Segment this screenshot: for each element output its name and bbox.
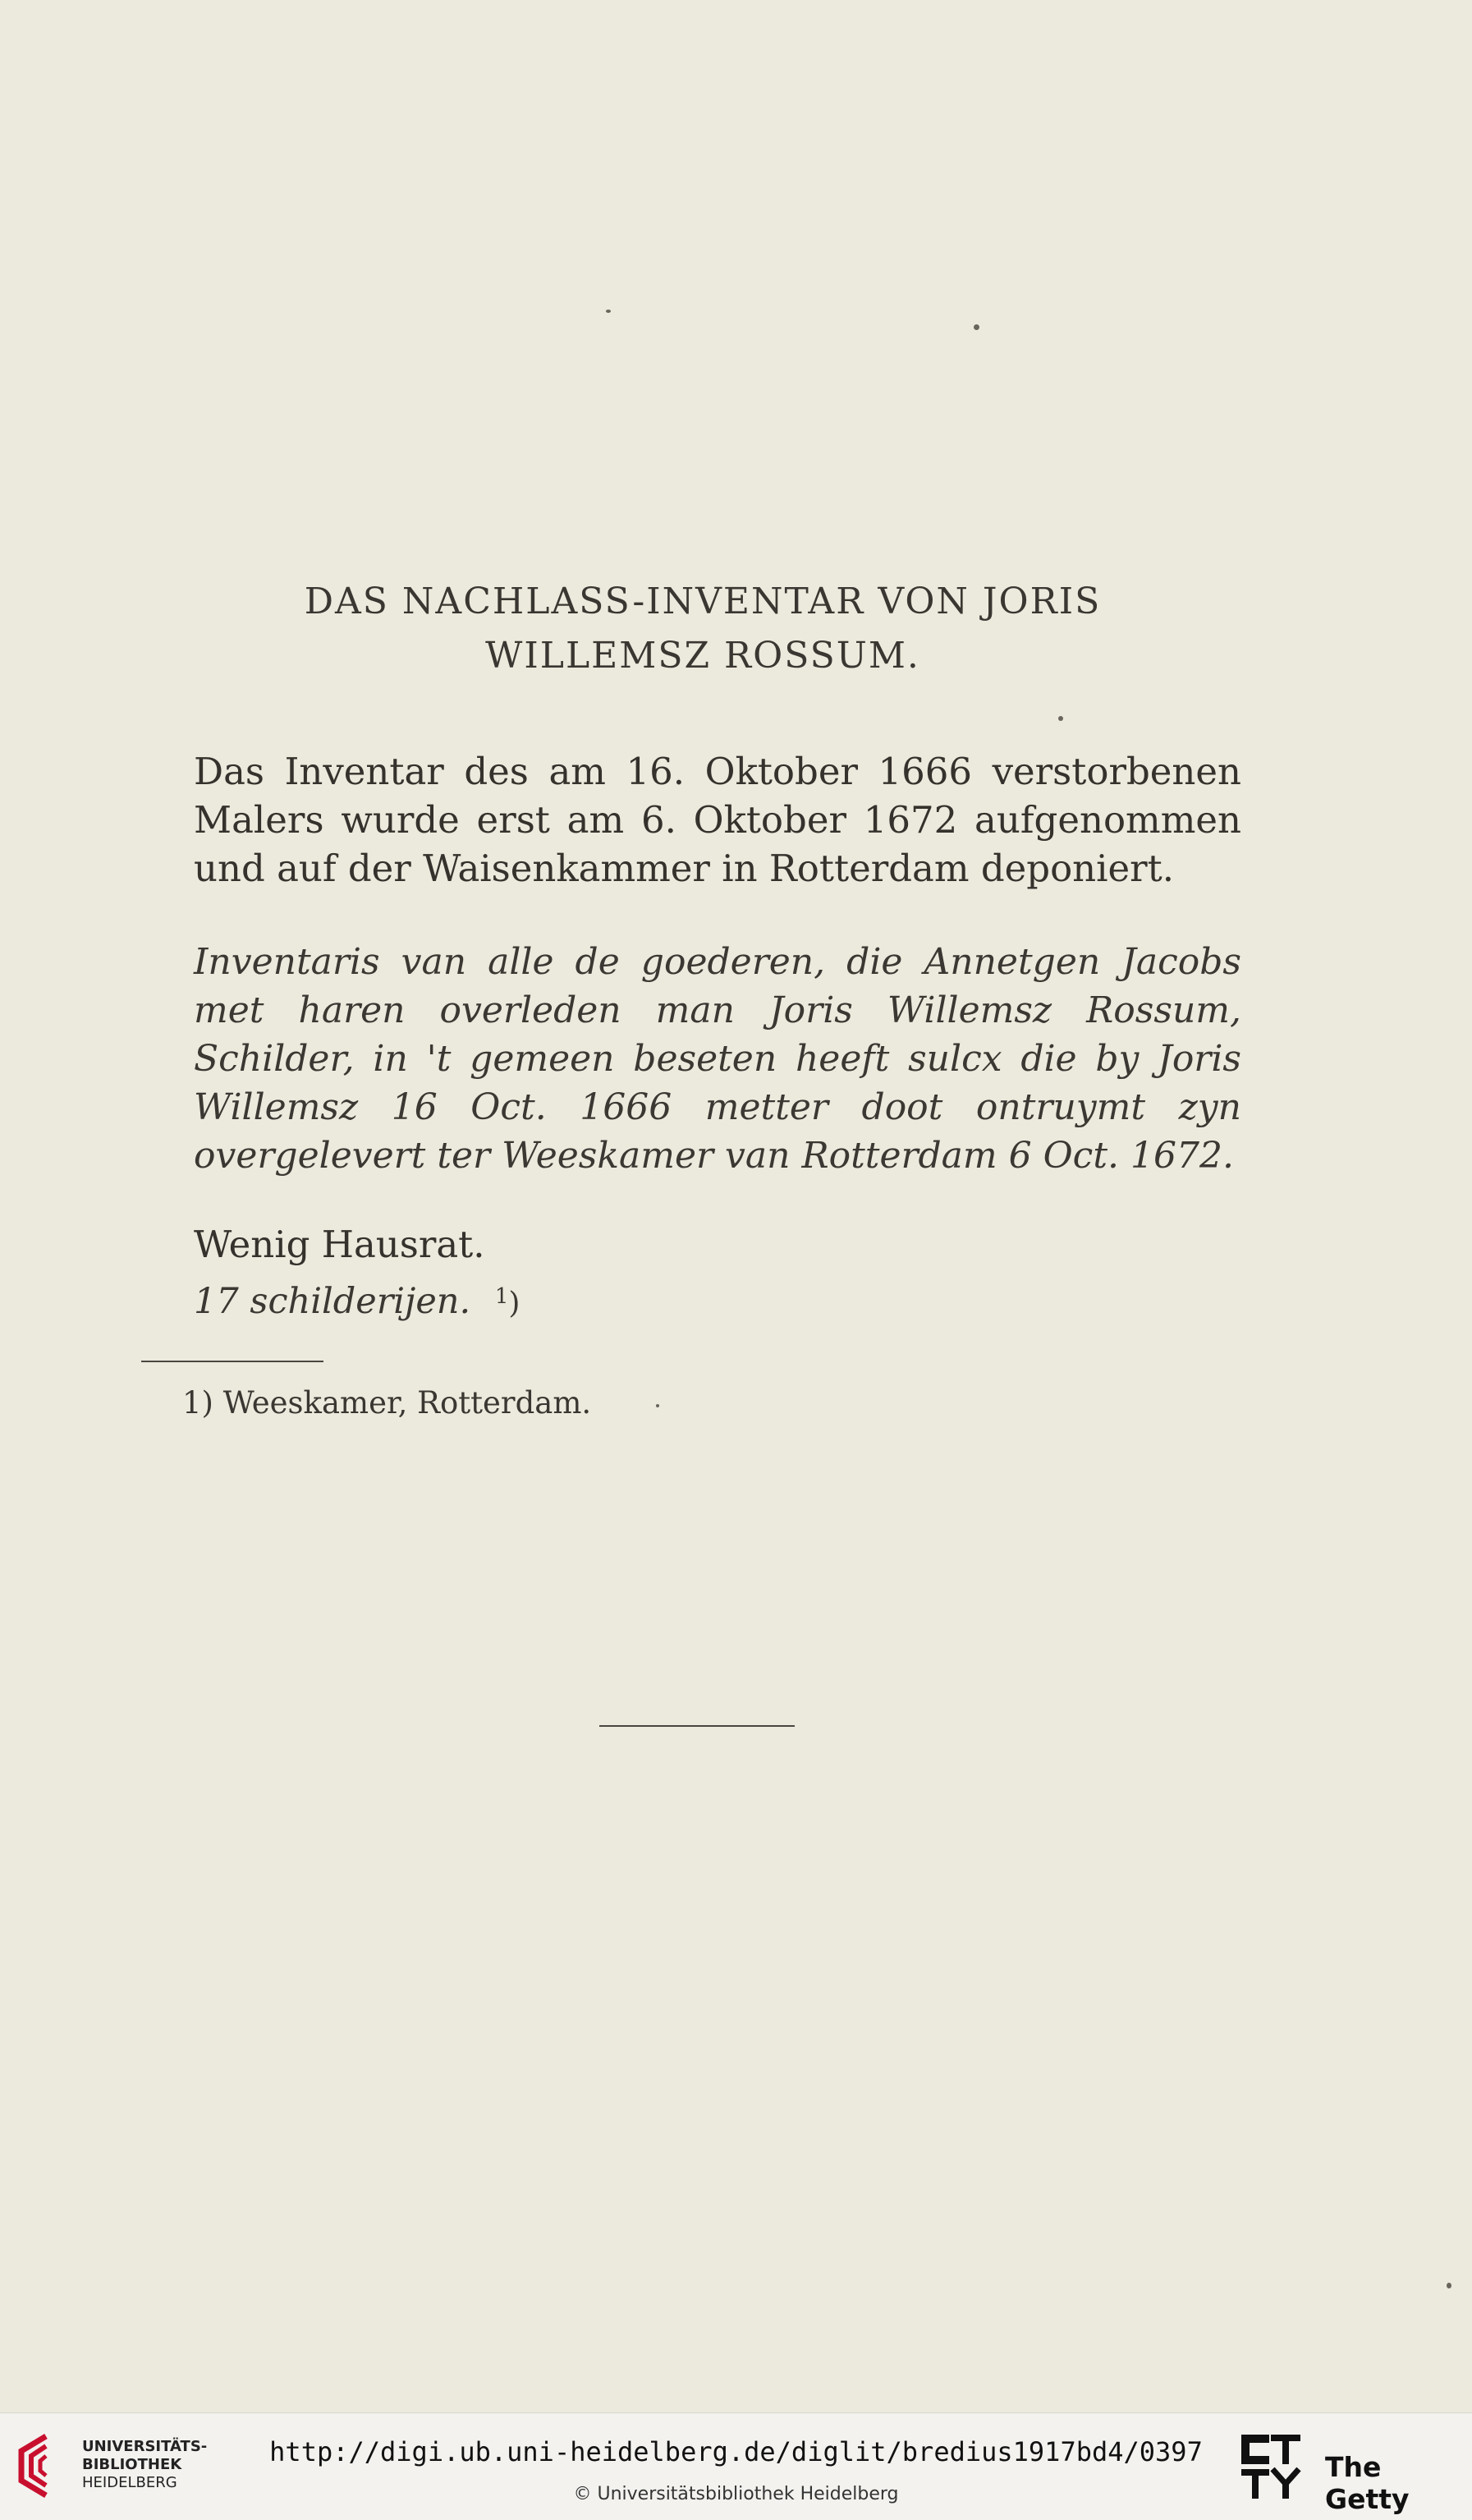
- permalink-url[interactable]: http://digi.ub.uni-heidelberg.de/diglit/bredius1917bd4/0397: [269, 2436, 1203, 2467]
- library-line-2: BIBLIOTHEK: [82, 2456, 182, 2473]
- getty-label: The Getty: [1325, 2451, 1410, 2515]
- copyright-notice: © Universitätsbibliothek Heidelberg: [573, 2484, 899, 2504]
- wenig-hausrat-line: Wenig Hausrat.: [194, 1223, 485, 1266]
- title-line-1: DAS NACHLASS-INVENTAR VON JORIS: [304, 581, 1102, 622]
- paper-speck: [606, 310, 611, 313]
- page-title: [0, 575, 1406, 683]
- schilderijen-line: [194, 1273, 520, 1328]
- inventaris-paragraph: Inventaris van alle de goederen, die Annetgen Jacobs met haren overleden man Joris Willemsz Rossum, Schilder, in 't gemeen beseten heeft sulcx die by Joris Willemsz 16 Oct. 1666 metter doot ontruymt zyn overgelevert ter Weeskamer van Rotterdam 6 Oct. 1672.: [194, 941, 1241, 1177]
- library-line-1: UNIVERSITÄTS-: [82, 2438, 208, 2455]
- paper-speck: [656, 1404, 659, 1407]
- schilderijen-text: 17 schilderijen.: [194, 1281, 471, 1322]
- intro-paragraph: Das Inventar des am 16. Oktober 1666 verstorbenen Malers wurde erst am 6. Oktober 1672 aufgenommen und auf der Waisenkammer in Rotterdam deponiert.: [194, 750, 1241, 890]
- footnote-reference: $^1$): [494, 1284, 520, 1320]
- paper-speck: [1447, 2283, 1451, 2288]
- getty-logo-icon[interactable]: [1238, 2431, 1304, 2502]
- footnote-divider: [141, 1361, 323, 1362]
- footer-bar: [0, 2412, 1472, 2520]
- footnote: 1) Weeskamer, Rotterdam.: [182, 1385, 592, 1421]
- footnote-ref-number: 1: [494, 1284, 509, 1309]
- library-line-3: HEIDELBERG: [82, 2474, 177, 2491]
- paper-speck: [1058, 716, 1063, 721]
- paper-speck: [974, 324, 979, 330]
- title-line-2: WILLEMSZ ROSSUM.: [485, 635, 920, 677]
- section-end-rule: [599, 1725, 795, 1727]
